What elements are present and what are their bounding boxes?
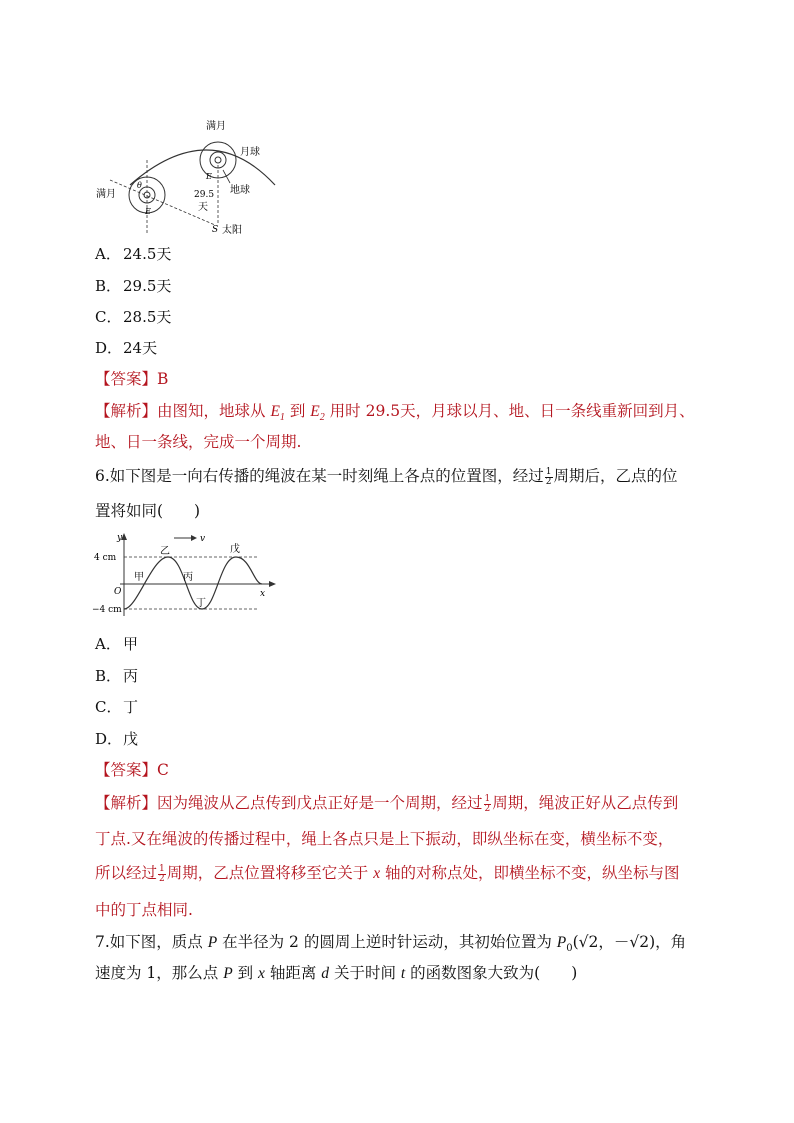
option-text: 丁 — [123, 698, 139, 716]
stem-text: 周期后，乙点的位 — [553, 467, 678, 485]
frac-den: 2 — [545, 476, 552, 487]
option-text: 28.5天 — [123, 308, 172, 326]
q6-option-c — [95, 697, 138, 717]
analysis-text: 到 — [284, 402, 311, 420]
label-e2: E — [145, 207, 151, 216]
q7-stem-line1 — [95, 932, 686, 959]
fraction-half — [158, 865, 166, 884]
wu-label: 戊 — [230, 544, 240, 555]
option-letter: D． — [95, 730, 123, 748]
stem-text: 在半径为 2 的圆周上逆时针运动，其初始位置为 — [217, 933, 557, 951]
stem-text: 7.如下图，质点 — [95, 933, 208, 951]
bing-label: 丙 — [183, 572, 193, 583]
orbit-diagram — [90, 115, 290, 240]
d-symbol: d — [321, 965, 330, 982]
analysis-text: 所以经过 — [95, 864, 158, 882]
ding-label: 丁 — [196, 598, 206, 609]
x-symbol: x — [373, 865, 381, 882]
frac-den: 2 — [159, 873, 165, 884]
label-theta: θ — [137, 181, 142, 190]
option-letter: B． — [95, 667, 122, 685]
answer-value: B — [157, 370, 169, 388]
answer-value: C — [157, 761, 169, 779]
analysis-tag: 【解析】 — [95, 794, 158, 812]
origin-label: O — [114, 587, 122, 597]
e2-symbol: $E_2$ — [310, 403, 325, 424]
label-full-moon-top: 满月 — [206, 121, 226, 132]
p0-subscript: 0 — [566, 943, 573, 955]
label-sun: 太阳 — [222, 225, 242, 236]
option-letter: A． — [95, 245, 121, 263]
q5-answer — [95, 369, 168, 389]
t-symbol: t — [400, 965, 406, 982]
stem-text: (√2，－√2)，角 — [572, 933, 687, 951]
stem-text: 轴距离 — [264, 964, 322, 982]
analysis-text: 周期，绳波正好从乙点传到 — [492, 794, 679, 812]
option-letter: D． — [95, 339, 123, 357]
label-moon: 月球 — [240, 147, 260, 158]
analysis-text: 轴的对称点处，即横坐标不变，纵坐标与图 — [380, 864, 680, 882]
answer-tag: 【答案】 — [95, 761, 158, 779]
option-text: 戊 — [123, 730, 139, 748]
p-symbol: P — [223, 965, 233, 982]
analysis-text: 因为绳波从乙点传到戊点正好是一个周期，经过 — [157, 794, 483, 812]
analysis-text: 由图知，地球从 — [157, 402, 271, 420]
option-text: 29.5天 — [123, 277, 172, 295]
analysis-text: 用时 29.5天，月球以月、地、日一条线重新回到月、 — [324, 402, 695, 420]
frac-num: 1 — [159, 863, 165, 874]
v-label: v — [200, 534, 206, 544]
q6-option-a — [95, 634, 138, 654]
option-text: 24.5天 — [123, 245, 172, 263]
q6-analysis-line3 — [95, 863, 680, 884]
p-symbol: P — [207, 934, 218, 951]
analysis-text: 周期，乙点位置将移至它关于 — [166, 864, 374, 882]
analysis-tag: 【解析】 — [95, 402, 158, 420]
q6-stem-line2: 置将如同( ) — [95, 502, 201, 520]
x-symbol: x — [258, 965, 265, 982]
q6-stem-line1 — [95, 466, 678, 487]
q6-analysis-line4: 中的丁点相同. — [95, 901, 193, 919]
fraction-half — [484, 795, 492, 814]
label-full-moon-left: 满月 — [96, 189, 116, 200]
q5-option-c — [95, 307, 171, 327]
option-letter: C． — [95, 698, 122, 716]
option-text: 24天 — [123, 339, 158, 357]
tick-neg-label: −4 cm — [92, 605, 122, 615]
q7-stem-line2 — [95, 963, 577, 984]
option-letter: C． — [95, 308, 122, 326]
fraction-half — [545, 468, 553, 487]
option-text: 丙 — [123, 667, 139, 685]
p0-symbol: P — [556, 934, 567, 951]
rope-wave-diagram — [92, 530, 277, 618]
frac-num: 1 — [545, 466, 552, 477]
answer-tag: 【答案】 — [95, 370, 158, 388]
q5-analysis-line2: 地、日一条线，完成一个周期. — [95, 433, 302, 451]
stem-text: 到 — [232, 964, 259, 982]
q6-analysis-line2: 丁点.又在绳波的传播过程中，绳上各点只是上下振动，即纵坐标在变，横坐标不变， — [95, 830, 674, 848]
jia-label: 甲 — [134, 572, 144, 583]
q5-option-b — [95, 276, 171, 296]
stem-text: 的函数图象大致为( ) — [405, 964, 578, 982]
option-letter: B． — [95, 277, 122, 295]
tick-pos-label: 4 cm — [94, 553, 117, 563]
frac-den: 2 — [484, 803, 491, 814]
option-letter: A． — [95, 635, 121, 653]
frac-num: 1 — [484, 793, 491, 804]
y-label: y — [117, 533, 123, 543]
option-text: 甲 — [123, 635, 139, 653]
q6-answer — [95, 760, 169, 780]
q6-option-b — [95, 666, 138, 686]
stem-text: 速度为 1，那么点 — [95, 964, 224, 982]
q6-option-d — [95, 729, 138, 749]
stem-text: 关于时间 — [329, 964, 401, 982]
q5-analysis-line1 — [95, 401, 695, 428]
label-earth: 地球 — [230, 185, 250, 196]
yi-label: 乙 — [160, 546, 170, 557]
e1-symbol: $E_1$ — [270, 403, 285, 424]
stem-text: 6.如下图是一向右传播的绳波在某一时刻绳上各点的位置图，经过 — [95, 467, 544, 485]
label-s: S — [212, 225, 219, 235]
label-days-unit: 天 — [198, 202, 208, 213]
x-label: x — [260, 589, 266, 599]
label-days-num: 29.5 — [194, 190, 215, 200]
label-e1: E — [206, 172, 212, 181]
q5-option-a — [95, 244, 171, 264]
q6-analysis-line1 — [95, 793, 678, 814]
q5-option-d — [95, 338, 157, 358]
